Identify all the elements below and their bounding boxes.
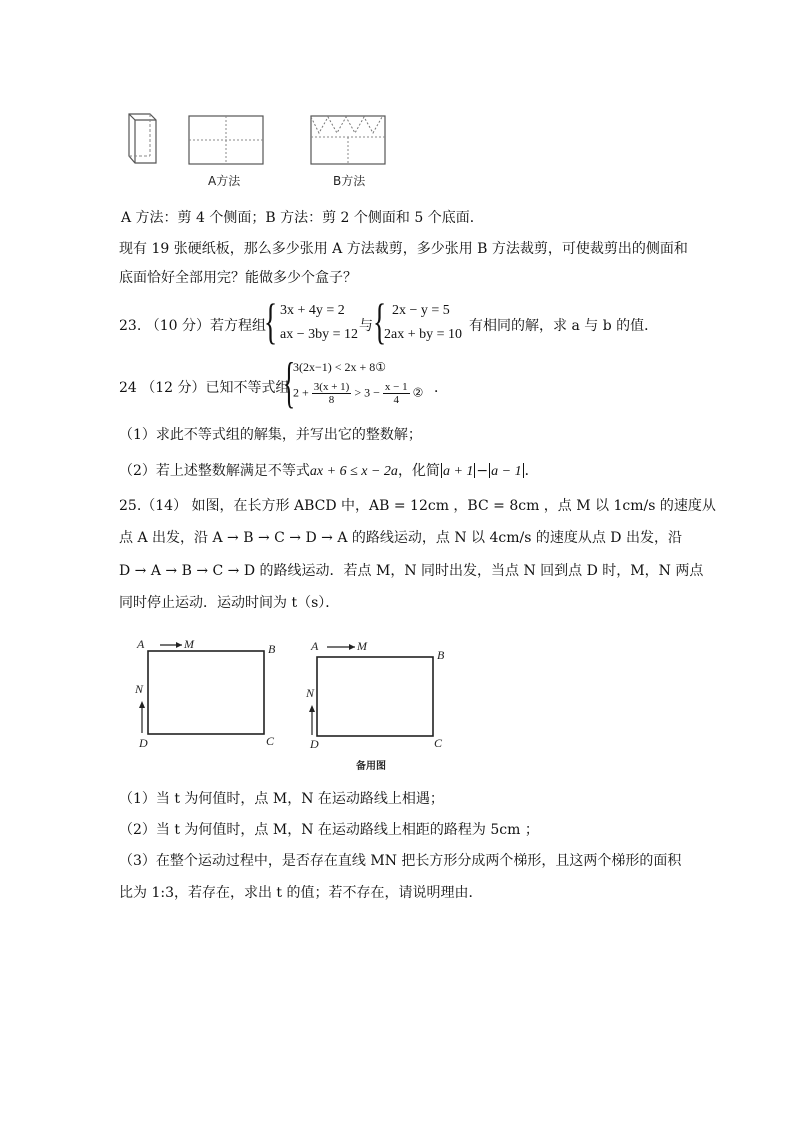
fraction-1-denominator: 8: [328, 394, 335, 406]
fraction-2-denominator: 4: [393, 394, 399, 406]
problem-24-suffix: ．: [434, 380, 448, 396]
fig2-label-d: D: [310, 737, 319, 751]
fig1-label-m: M: [184, 637, 194, 651]
problem-24-question-2: [119, 461, 539, 482]
inequality-2-fraction-1: [312, 381, 352, 406]
problem-22-line-1: 现有 19 张硬纸板，那么多少张用 A 方法裁剪，多少张用 B 方法裁剪，可使裁剪出的侧面和: [119, 241, 688, 257]
prism-figure: [120, 108, 165, 168]
system-2-eq-2: 2ax + by = 10: [384, 327, 463, 342]
spare-figure-caption: 备用图: [356, 761, 386, 772]
methods-description: A 方法：剪 4 个侧面；B 方法：剪 2 个侧面和 5 个底面．: [121, 210, 484, 226]
fig1-label-n: N: [135, 682, 144, 696]
abs-bar-4: [523, 463, 524, 478]
fig1-label-b: B: [268, 642, 276, 656]
fig2-label-b: B: [437, 648, 445, 662]
abs-expr-2: a − 1: [491, 464, 522, 479]
rectangle-figure-2: [303, 633, 463, 751]
problem-25-question-3-line-2: 比为 1:3，若存在，求出 t 的值；若不存在，请说明理由．: [119, 885, 483, 901]
q2-prefix: （2）若上述整数解满足不等式: [119, 463, 310, 479]
inequality-2-part-c: ②: [412, 385, 424, 400]
system-2-brace: {: [373, 293, 387, 349]
problem-25-question-1: （1）当 t 为何值时，点 M，N 在运动路线上相遇；: [119, 791, 444, 807]
problem-24-question-1: （1）求此不等式组的解集，并写出它的整数解；: [119, 427, 422, 443]
system-1-brace: {: [264, 293, 278, 349]
problem-25-line-2: 点 A 出发，沿 A → B → C → D → A 的路线运动，点 N 以 4cm/s 的速度从点 D 出发，沿: [119, 530, 682, 546]
abs-expr-1: a + 1: [442, 464, 474, 479]
fraction-1-numerator: 3(x + 1): [313, 381, 350, 393]
problem-25-line-4: 同时停止运动．运动时间为 t（s）．: [119, 595, 340, 611]
q2-mid: ，化简: [397, 463, 440, 479]
fig2-label-n: N: [306, 686, 315, 700]
problem-25-line-1: 25.（14） 如图，在长方形 ABCD 中，AB = 12cm ，BC = 8cm ，点 M 以 1cm/s 的速度从: [119, 498, 716, 514]
problem-22-line-2: 底面恰好全部用完？能做多少个盒子？: [119, 270, 357, 286]
problem-25-line-3: D → A → B → C → D 的路线运动．若点 M，N 同时出发，当点 N 回到点 D 时，M，N 两点: [119, 563, 704, 579]
inequality-2: [293, 381, 423, 406]
rectangle-figure-1: [132, 633, 292, 751]
q2-inequality: ax + 6 ≤ x − 2a: [309, 464, 398, 479]
problem-24-prefix: 24 （12 分）已知不等式组: [119, 380, 290, 396]
fig2-label-m: M: [357, 639, 367, 653]
system-1-eq-1: 3x + 4y = 2: [280, 303, 345, 318]
inequality-system-brace: {: [283, 352, 296, 414]
method-b-board: [310, 115, 388, 167]
problem-25-question-3-line-1: （3）在整个运动过程中，是否存在直线 MN 把长方形分成两个梯形，且这两个梯形的面积: [119, 853, 682, 869]
inequality-2-part-b: > 3 −: [354, 385, 380, 400]
system-2-eq-1: 2x − y = 5: [392, 303, 450, 318]
inequality-2-fraction-2: [383, 381, 410, 406]
method-b-caption: B方法: [333, 174, 366, 188]
problem-25-question-2: （2）当 t 为何值时，点 M，N 在运动路线上相距的路程为 5cm ；: [119, 822, 539, 838]
problem-23-prefix: 23. （10 分）若方程组: [119, 318, 266, 334]
method-a-board: [188, 115, 266, 167]
fig1-label-d: D: [139, 736, 148, 750]
abs-minus: −: [476, 463, 489, 479]
method-a-caption: A方法: [208, 174, 241, 188]
problem-23-suffix: 有相同的解，求 a 与 b 的值．: [469, 318, 659, 334]
fig2-label-c: C: [434, 736, 443, 750]
abs-bar-1: [441, 463, 442, 478]
problem-23-mid: 与: [359, 318, 373, 334]
inequality-2-part-a: 2 +: [293, 385, 309, 400]
abs-bar-3: [489, 463, 490, 478]
q2-end: ．: [524, 463, 539, 479]
fig2-label-a: A: [311, 639, 319, 653]
fraction-2-numerator: x − 1: [384, 381, 408, 393]
system-1-eq-2: ax − 3by = 12: [280, 327, 359, 342]
fig1-label-a: A: [137, 637, 145, 651]
inequality-1: 3(2x−1) < 2x + 8①: [293, 360, 387, 374]
fig1-label-c: C: [266, 734, 275, 748]
